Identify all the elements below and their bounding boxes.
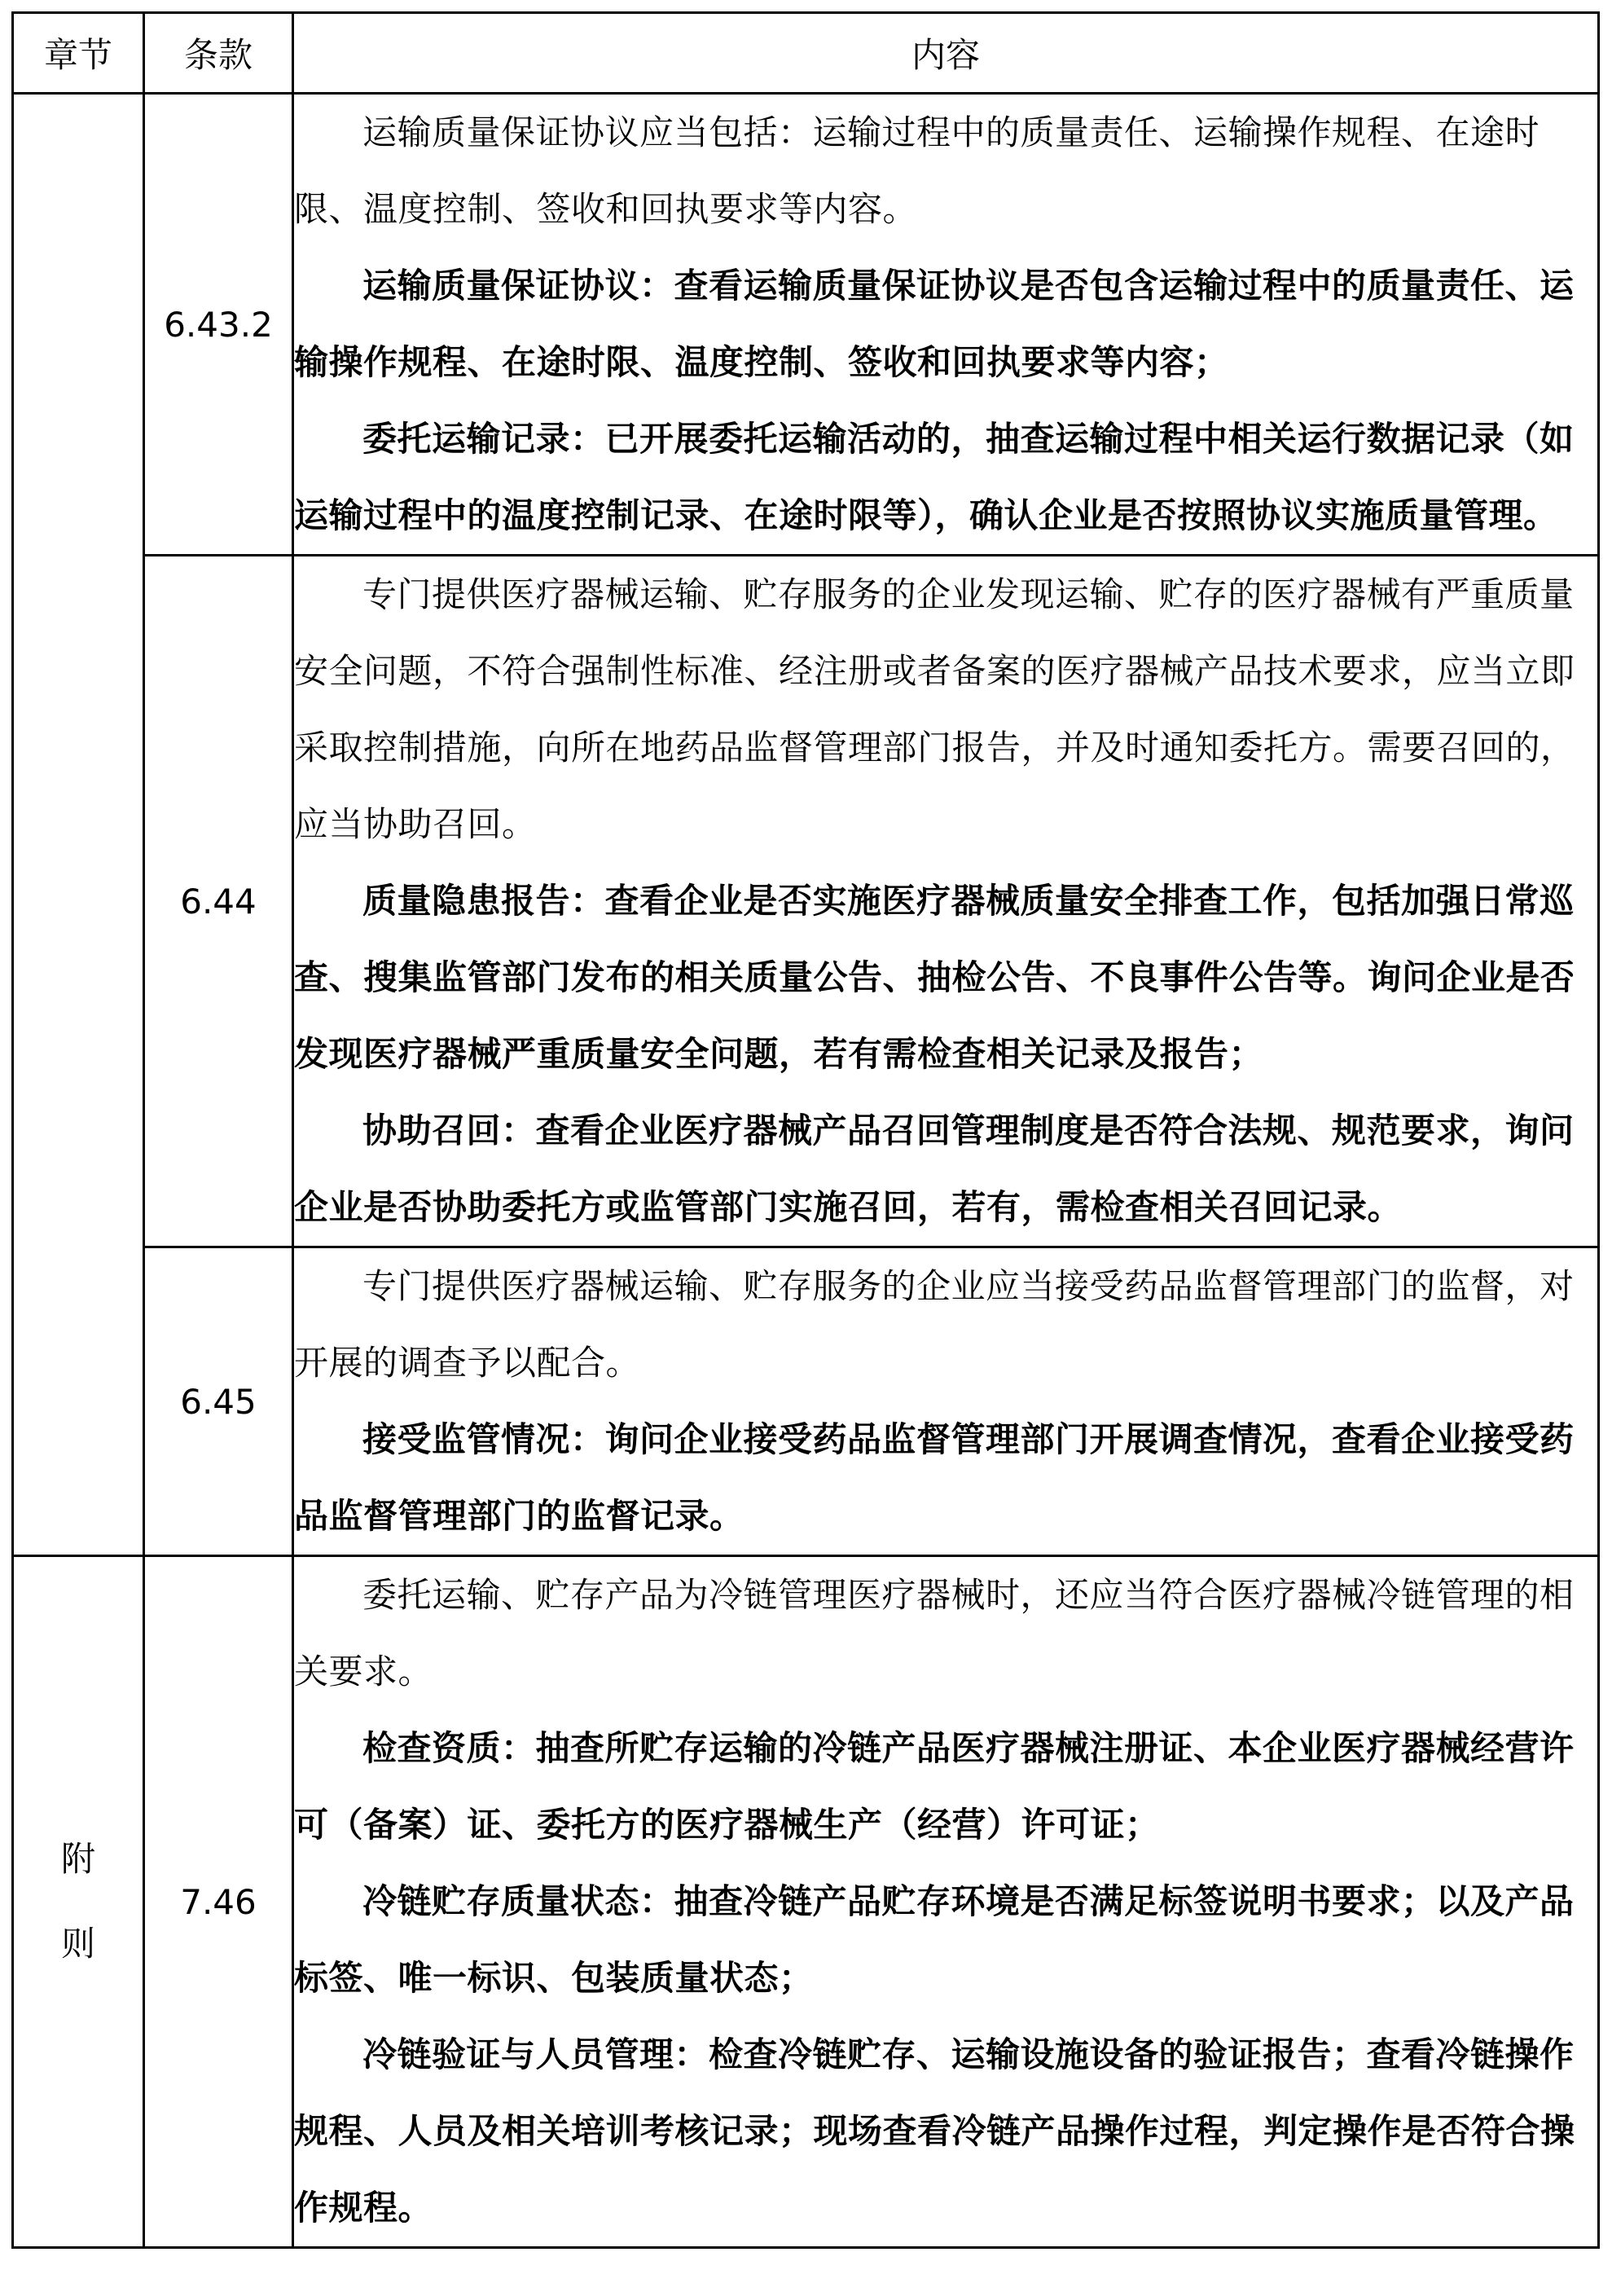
clause-content (293, 1247, 1599, 1556)
clause-number: 6.45 (144, 1247, 293, 1556)
table-row (13, 1247, 1599, 1556)
table-row (13, 556, 1599, 1247)
chapter-char: 则 (60, 1924, 95, 1964)
clause-content (293, 94, 1599, 556)
check-item: 检查资质：抽查所贮存运输的冷链产品医疗器械注册证、本企业医疗器械经营许可（备案）证、委托方的医疗器械生产（经营）许可证； (294, 1728, 1575, 1845)
header-content: 内容 (293, 13, 1599, 94)
header-row (13, 13, 1599, 94)
requirement-text: 专门提供医疗器械运输、贮存服务的企业发现运输、贮存的医疗器械有严重质量安全问题，不符合强制性标准、经注册或者备案的医疗器械产品技术要求，应当立即采取控制措施，向所在地药品监督管理部门报告，并及时通知委托方。需要召回的，应当协助召回。 (294, 574, 1575, 844)
table-row (13, 94, 1599, 556)
check-item: 冷链验证与人员管理：检查冷链贮存、运输设施设备的验证报告；查看冷链操作规程、人员及相关培训考核记录；现场查看冷链产品操作过程，判定操作是否符合操作规程。 (294, 2034, 1575, 2228)
header-chapter: 章节 (13, 13, 144, 94)
inspection-table (11, 11, 1600, 2249)
check-item: 质量隐患报告：查看企业是否实施医疗器械质量安全排查工作，包括加强日常巡查、搜集监管部门发布的相关质量公告、抽检公告、不良事件公告等。询问企业是否发现医疗器械严重质量安全问题，若有需检查相关记录及报告； (294, 881, 1575, 1074)
check-item: 协助召回：查看企业医疗器械产品召回管理制度是否符合法规、规范要求，询问企业是否协助委托方或监管部门实施召回，若有，需检查相关召回记录。 (294, 1111, 1575, 1227)
check-item: 接受监管情况：询问企业接受药品监督管理部门开展调查情况，查看企业接受药品监督管理部门的监督记录。 (294, 1419, 1575, 1536)
chapter-cell-appendix (13, 1556, 144, 2248)
check-item: 冷链贮存质量状态：抽查冷链产品贮存环境是否满足标签说明书要求；以及产品标签、唯一标识、包装质量状态； (294, 1881, 1575, 1998)
clause-number: 6.43.2 (144, 94, 293, 556)
clause-content (293, 556, 1599, 1247)
requirement-text: 委托运输、贮存产品为冷链管理医疗器械时，还应当符合医疗器械冷链管理的相关要求。 (294, 1575, 1575, 1691)
check-item: 运输质量保证协议：查看运输质量保证协议是否包含运输过程中的质量责任、运输操作规程、在途时限、温度控制、签收和回执要求等内容； (294, 266, 1575, 382)
clause-content (293, 1556, 1599, 2248)
check-item: 委托运输记录：已开展委托运输活动的，抽查运输过程中相关运行数据记录（如运输过程中的温度控制记录、在途时限等），确认企业是否按照协议实施质量管理。 (294, 419, 1575, 535)
requirement-text: 专门提供医疗器械运输、贮存服务的企业应当接受药品监督管理部门的监督，对开展的调查予以配合。 (294, 1266, 1575, 1383)
clause-number: 6.44 (144, 556, 293, 1247)
requirement-text: 运输质量保证协议应当包括：运输过程中的质量责任、运输操作规程、在途时限、温度控制、签收和回执要求等内容。 (294, 112, 1540, 229)
table-row (13, 1556, 1599, 2248)
clause-number: 7.46 (144, 1556, 293, 2248)
chapter-cell-blank (13, 94, 144, 1556)
header-clause: 条款 (144, 13, 293, 94)
chapter-char: 附 (60, 1839, 95, 1879)
